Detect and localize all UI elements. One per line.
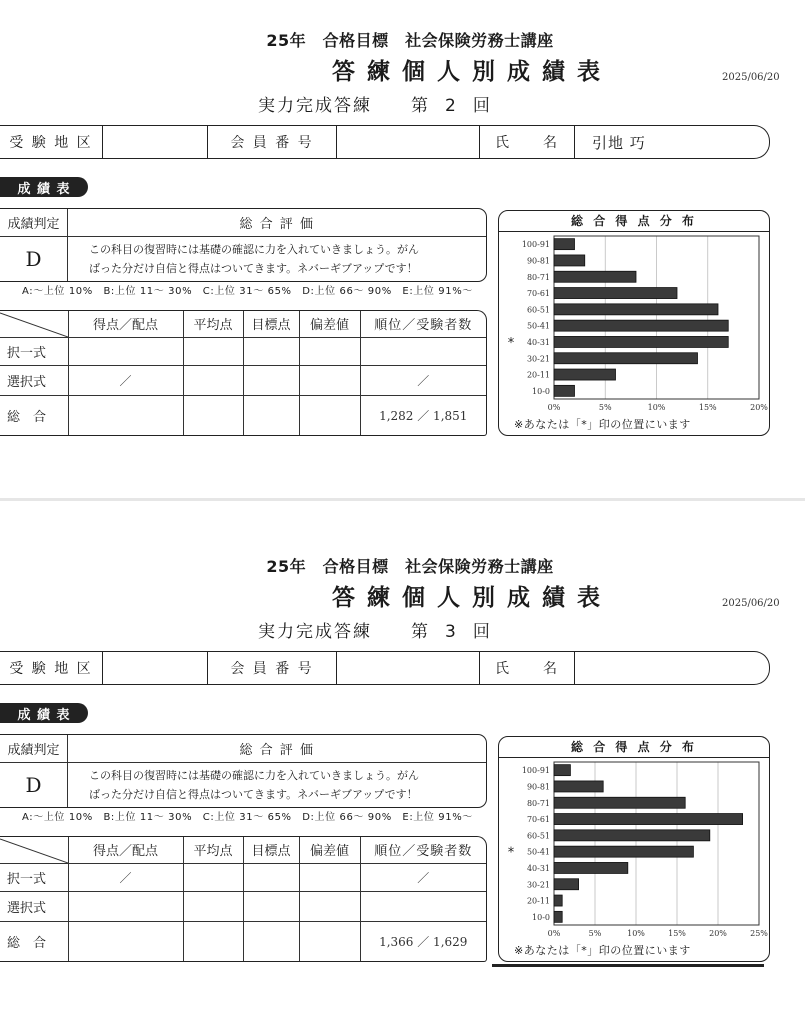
overall-evaluation-label: 総 合 評 価 <box>68 209 486 237</box>
exam-name: 実力完成答練 <box>258 96 372 116</box>
distribution-plot <box>499 758 768 944</box>
header-target: 目標点 <box>243 311 299 337</box>
cell-multiple-choice-target <box>243 863 299 891</box>
category-label: 10-0 <box>532 912 550 922</box>
category-label: 40-31 <box>526 337 550 347</box>
distribution-bar <box>554 271 636 282</box>
sheet-divider <box>0 498 805 501</box>
x-tick-label: 0% <box>547 929 561 938</box>
score-header-row <box>0 311 486 337</box>
score-distribution-chart <box>498 210 770 436</box>
cell-total-average <box>183 922 243 961</box>
score-distribution-chart <box>498 736 770 962</box>
category-label: 20-11 <box>526 896 550 906</box>
cell-total-deviation <box>299 922 360 961</box>
header-target: 目標点 <box>243 837 299 863</box>
cell-fill-in-deviation <box>299 365 360 395</box>
scan-edge-line <box>492 964 764 967</box>
evaluation-comment-line: この科目の復習時には基礎の確認に力を入れていきましょう。がん <box>89 769 419 782</box>
area-value <box>103 652 208 684</box>
x-tick-label: 0% <box>547 403 561 412</box>
score-row-total <box>0 922 486 961</box>
cell-total-target <box>243 922 299 961</box>
category-label: 60-51 <box>526 831 550 841</box>
score-row-total <box>0 396 486 435</box>
row-label-total: 総 合 <box>0 396 68 435</box>
distribution-bar <box>554 879 579 890</box>
row-label-total: 総 合 <box>0 922 68 961</box>
score-table <box>0 836 487 962</box>
row-label-fill-in: 選択式 <box>0 365 68 395</box>
section-label: 成 績 表 <box>0 703 88 723</box>
section-label: 成 績 表 <box>0 177 88 197</box>
cell-total-rank: 1,366 ／ 1,629 <box>379 935 468 950</box>
cell-fill-in-average <box>183 365 243 395</box>
cell-fill-in-target <box>243 891 299 921</box>
cell-fill-in-points <box>68 891 183 921</box>
cell-fill-in-average <box>183 891 243 921</box>
cell-total-points <box>68 922 183 961</box>
distribution-bar <box>554 320 728 331</box>
grade-legend: A:〜上位 10% B:上位 11〜 30% C:上位 31〜 65% D:上位 66〜 90% E:上位 91%〜 <box>22 286 473 297</box>
distribution-bar <box>554 385 575 396</box>
cell-multiple-choice-points: ／ <box>68 863 183 891</box>
area-label: 受 験 地 区 <box>0 652 103 684</box>
cell-multiple-choice-target <box>243 337 299 365</box>
chart-title: 総 合 得 点 分 布 <box>499 737 769 758</box>
member-number-label: 会 員 番 号 <box>208 652 337 684</box>
chart-note: ※あなたは「*」印の位置にいます <box>514 944 691 957</box>
distribution-bar <box>554 239 575 250</box>
cell-total-average <box>183 396 243 435</box>
area-value <box>103 126 208 158</box>
distribution-bar <box>554 846 693 857</box>
grade-label: 成績判定 <box>0 735 68 763</box>
distribution-bar <box>554 862 628 873</box>
distribution-bar <box>554 797 685 808</box>
distribution-bar <box>554 369 616 380</box>
evaluation-comment-line: ばった分だけ自信と得点はついてきます。ネバーギブアップです！ <box>89 262 418 275</box>
category-label: 50-41 <box>526 321 550 331</box>
distribution-bar <box>554 304 718 315</box>
cell-total-points <box>68 396 183 435</box>
category-label: 30-21 <box>526 354 550 364</box>
evaluation-comment-line: ばった分だけ自信と得点はついてきます。ネバーギブアップです！ <box>89 788 418 801</box>
distribution-bar <box>554 911 562 922</box>
x-tick-label: 5% <box>588 929 602 938</box>
name-value: 引地 巧 <box>592 133 646 152</box>
report-sheet <box>0 0 805 500</box>
category-label: 80-71 <box>526 798 550 808</box>
score-row-multiple-choice <box>0 337 486 365</box>
cell-multiple-choice-rank: ／ <box>360 863 486 891</box>
header-deviation: 偏差値 <box>299 837 360 863</box>
round-label: 第 2 回 <box>411 96 490 116</box>
evaluation-box <box>0 208 487 282</box>
chart-note: ※あなたは「*」印の位置にいます <box>514 418 691 431</box>
name-label: 氏 名 <box>480 126 575 158</box>
distribution-plot <box>499 232 768 418</box>
report-title: 答 練 個 人 別 成 績 表 <box>331 59 603 85</box>
evaluation-box <box>0 734 487 808</box>
cell-multiple-choice-rank <box>360 337 486 365</box>
issue-date: 2025/06/20 <box>722 598 780 609</box>
category-label: 10-0 <box>532 386 550 396</box>
header-points: 得点／配点 <box>68 311 183 337</box>
position-marker: * <box>507 335 515 351</box>
report-sheet <box>0 526 805 1026</box>
cell-total-deviation <box>299 396 360 435</box>
round-label: 第 3 回 <box>411 622 490 642</box>
candidate-info-row <box>0 125 770 159</box>
category-label: 100-91 <box>521 766 550 776</box>
header-deviation: 偏差値 <box>299 311 360 337</box>
exam-name: 実力完成答練 <box>258 622 372 642</box>
distribution-bar <box>554 830 710 841</box>
evaluation-comment-line: この科目の復習時には基礎の確認に力を入れていきましょう。がん <box>89 243 419 256</box>
evaluation-comment <box>68 237 486 281</box>
grade-legend: A:〜上位 10% B:上位 11〜 30% C:上位 31〜 65% D:上位 66〜 90% E:上位 91%〜 <box>22 812 473 823</box>
header-average: 平均点 <box>183 837 243 863</box>
score-row-multiple-choice <box>0 863 486 891</box>
header-diagonal-line <box>0 311 68 337</box>
evaluation-comment <box>68 763 486 807</box>
grade-label: 成績判定 <box>0 209 68 237</box>
category-label: 30-21 <box>526 880 550 890</box>
category-label: 90-81 <box>526 782 550 792</box>
cell-total-rank: 1,282 ／ 1,851 <box>379 409 468 424</box>
header-diagonal-line <box>0 837 68 863</box>
course-title: 25年 合格目標 社会保険労務士講座 <box>266 557 554 576</box>
header-points: 得点／配点 <box>68 837 183 863</box>
member-number-value <box>337 652 480 684</box>
distribution-bar <box>554 765 570 776</box>
overall-evaluation-label: 総 合 評 価 <box>68 735 486 763</box>
category-label: 20-11 <box>526 370 550 380</box>
name-value <box>575 652 765 684</box>
row-label-multiple-choice: 択一式 <box>0 863 68 891</box>
row-label-multiple-choice: 択一式 <box>0 337 68 365</box>
cell-multiple-choice-deviation <box>299 863 360 891</box>
x-tick-label: 20% <box>750 403 768 412</box>
x-tick-label: 20% <box>709 929 727 938</box>
x-tick-label: 5% <box>598 403 612 412</box>
course-title: 25年 合格目標 社会保険労務士講座 <box>266 31 554 50</box>
cell-fill-in-target <box>243 365 299 395</box>
grade-value: D <box>0 237 68 281</box>
category-label: 60-51 <box>526 305 550 315</box>
issue-date: 2025/06/20 <box>722 72 780 83</box>
cell-fill-in-deviation <box>299 891 360 921</box>
category-label: 80-71 <box>526 272 550 282</box>
distribution-bar <box>554 288 677 299</box>
cell-fill-in-rank: ／ <box>360 365 486 395</box>
cell-total-target <box>243 396 299 435</box>
row-label-fill-in: 選択式 <box>0 891 68 921</box>
distribution-bar <box>554 781 603 792</box>
category-label: 100-91 <box>521 240 550 250</box>
cell-multiple-choice-average <box>183 337 243 365</box>
area-label: 受 験 地 区 <box>0 126 103 158</box>
distribution-bar <box>554 814 743 825</box>
cell-multiple-choice-average <box>183 863 243 891</box>
header-rank: 順位／受験者数 <box>360 311 486 337</box>
candidate-info-row <box>0 651 770 685</box>
report-title: 答 練 個 人 別 成 績 表 <box>331 585 603 611</box>
score-table <box>0 310 487 436</box>
x-tick-label: 15% <box>698 403 717 412</box>
x-tick-label: 15% <box>668 929 686 938</box>
distribution-bar <box>554 353 698 364</box>
cell-multiple-choice-deviation <box>299 337 360 365</box>
chart-title: 総 合 得 点 分 布 <box>499 211 769 232</box>
cell-multiple-choice-points <box>68 337 183 365</box>
cell-fill-in-points: ／ <box>68 365 183 395</box>
header-rank: 順位／受験者数 <box>360 837 486 863</box>
x-tick-label: 25% <box>750 929 768 938</box>
category-label: 70-61 <box>526 289 550 299</box>
member-number-value <box>337 126 480 158</box>
member-number-label: 会 員 番 号 <box>208 126 337 158</box>
position-marker: * <box>507 845 515 861</box>
header-average: 平均点 <box>183 311 243 337</box>
distribution-bar <box>554 255 585 266</box>
category-label: 90-81 <box>526 256 550 266</box>
category-label: 70-61 <box>526 815 550 825</box>
x-tick-label: 10% <box>647 403 666 412</box>
category-label: 40-31 <box>526 863 550 873</box>
category-label: 50-41 <box>526 847 550 857</box>
score-row-fill-in <box>0 891 486 921</box>
score-header-row <box>0 837 486 863</box>
distribution-bar <box>554 895 562 906</box>
distribution-bar <box>554 336 728 347</box>
x-tick-label: 10% <box>627 929 645 938</box>
name-label: 氏 名 <box>480 652 575 684</box>
score-row-fill-in <box>0 365 486 395</box>
cell-fill-in-rank <box>360 891 486 921</box>
grade-value: D <box>0 763 68 807</box>
